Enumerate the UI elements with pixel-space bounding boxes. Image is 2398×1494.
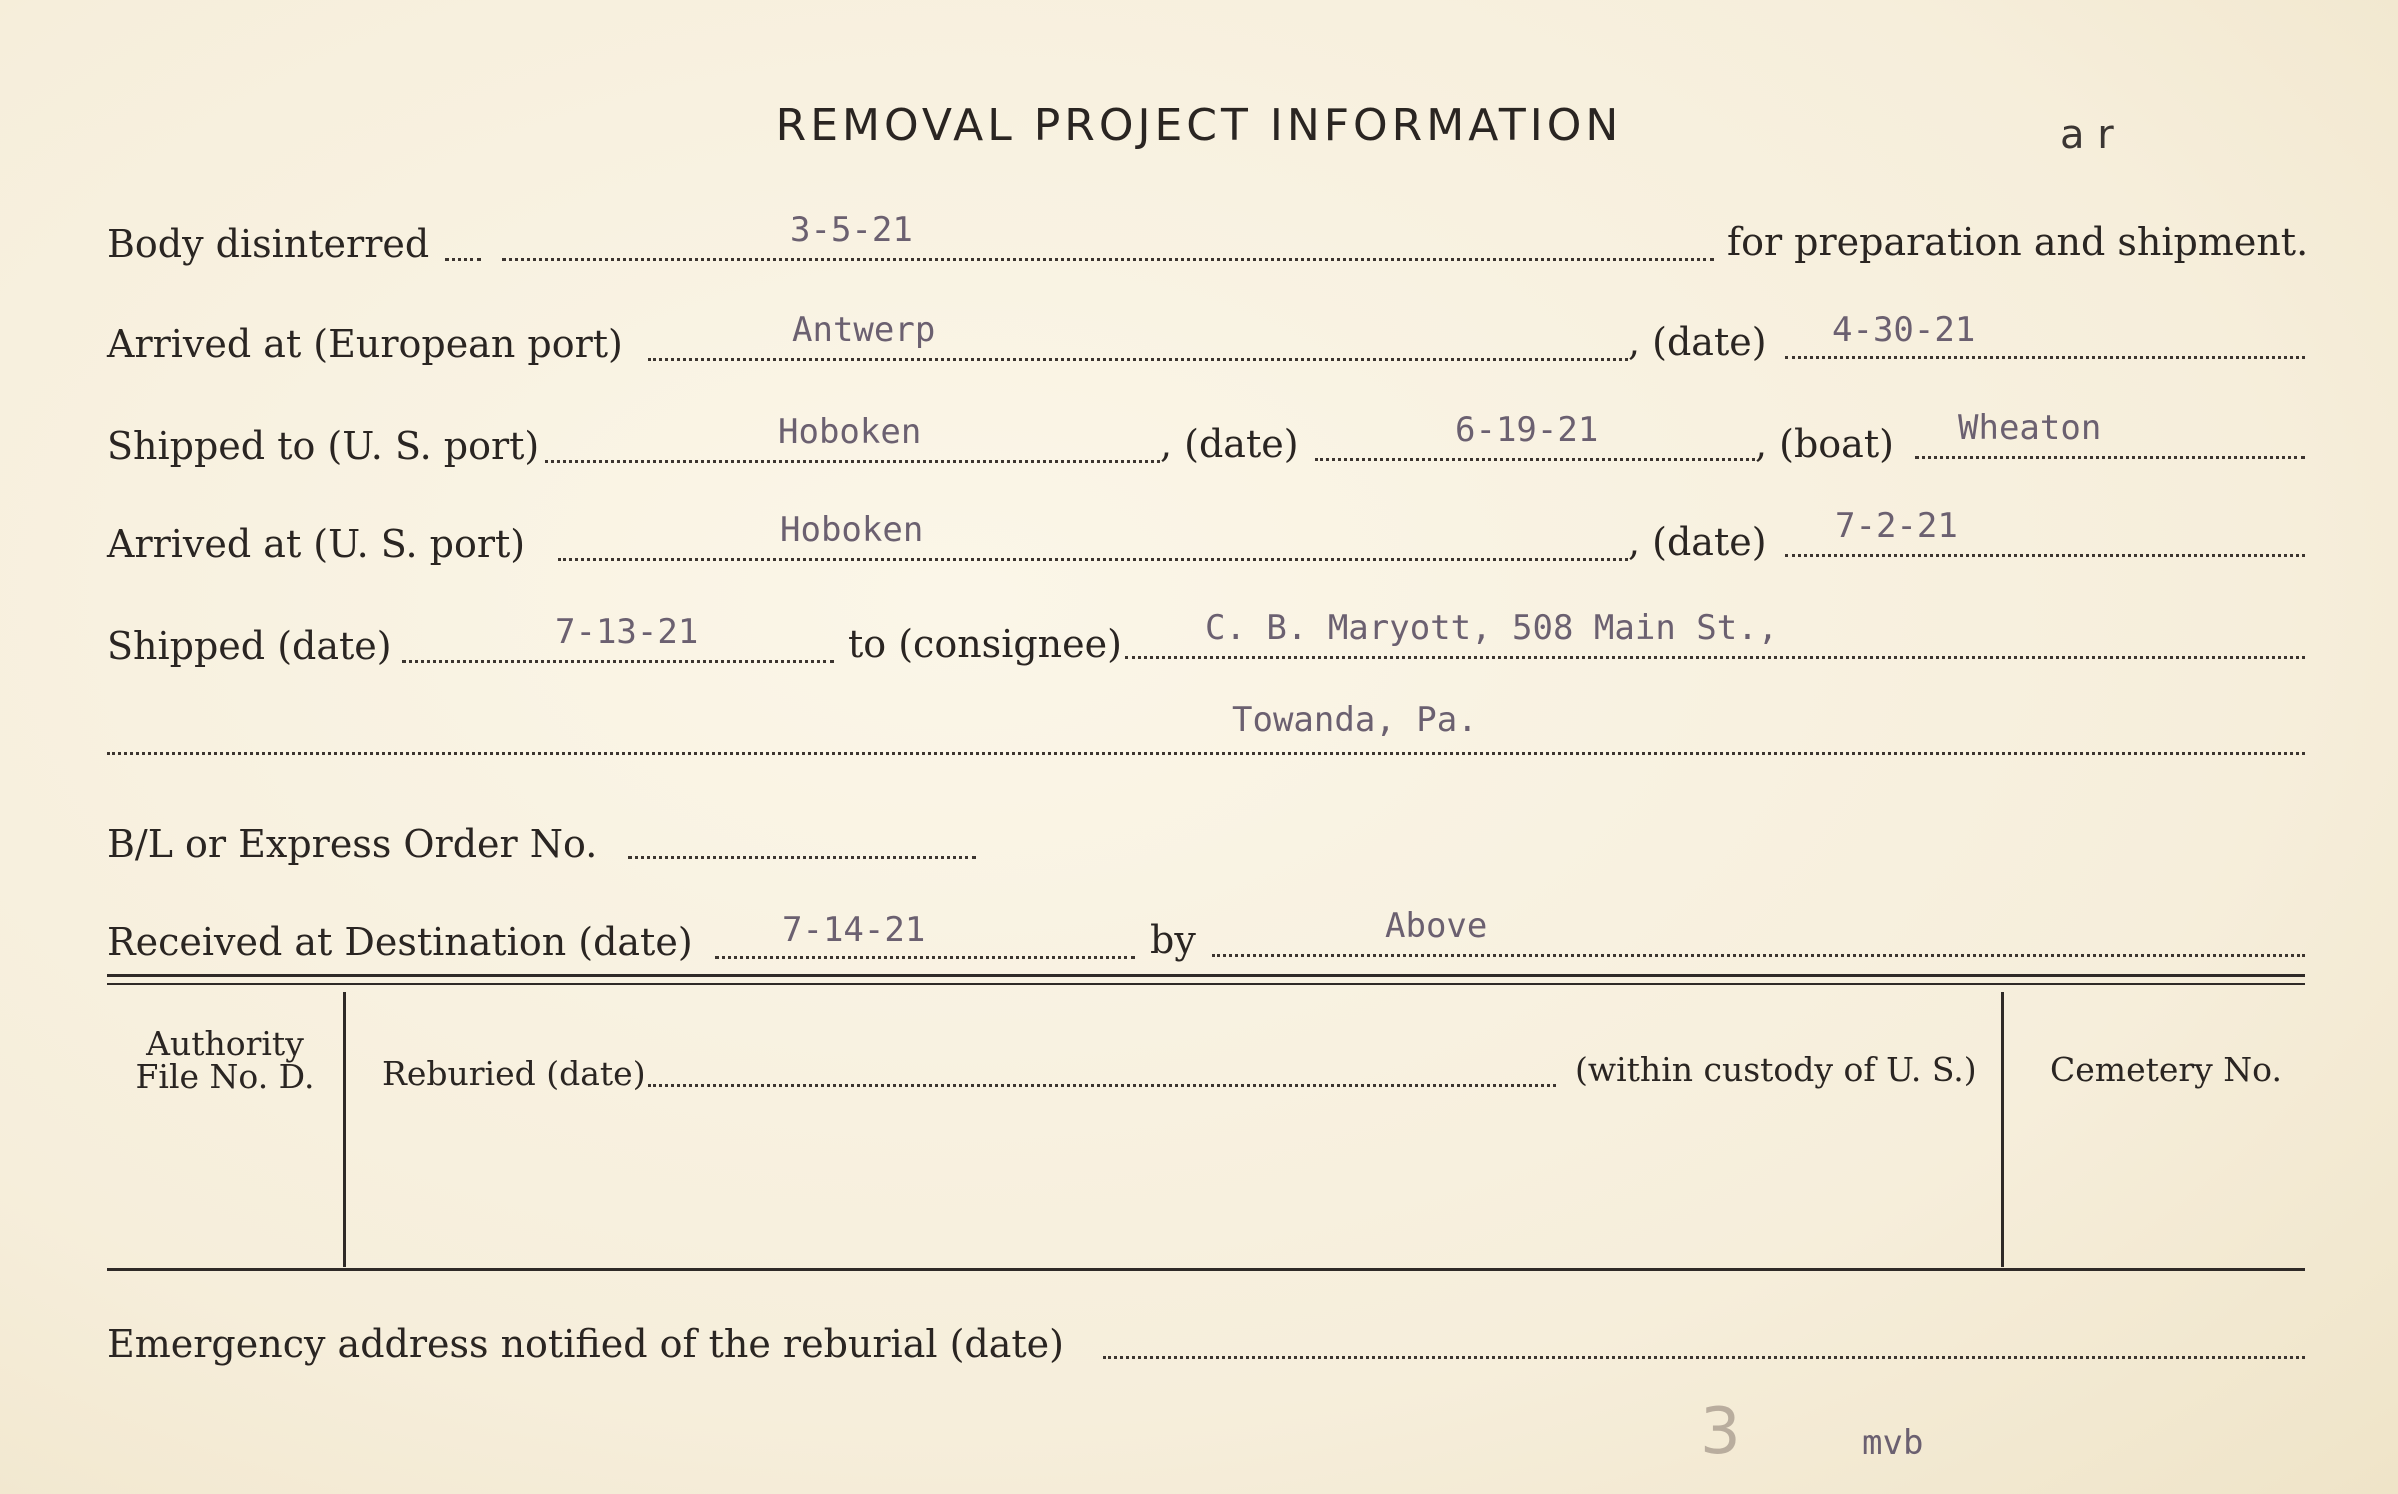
shipped-date-row-label: Shipped (date) (107, 624, 392, 668)
consignee-address-line2: Towanda, Pa. (1232, 700, 1478, 740)
dotted-line (648, 1084, 1556, 1087)
arrived-european-port-label: Arrived at (European port) (107, 322, 623, 366)
corner-mark: a r (2060, 112, 2114, 158)
table-divider-right (2001, 992, 2004, 1267)
dotted-line (402, 660, 834, 663)
dotted-line (1785, 554, 2305, 557)
table-top-rule-inner (107, 983, 2305, 985)
table-divider-left (343, 992, 346, 1267)
bl-express-order-label: B/L or Express Order No. (107, 822, 598, 866)
received-by-value: Above (1385, 906, 1488, 946)
emergency-address-label: Emergency address notified of the reburial (date) (107, 1322, 1064, 1366)
shipped-date-value: 6-19-21 (1455, 410, 1599, 450)
preparation-shipment-label: for preparation and shipment. (1727, 220, 2309, 264)
authority-label-line2: File No. D. (135, 1057, 315, 1096)
shipped-us-port-value: Hoboken (778, 412, 922, 452)
dotted-line (1785, 356, 2305, 359)
dotted-line (502, 258, 1714, 261)
shipped-us-port-label: Shipped to (U. S. port) (107, 424, 540, 468)
boat-label: , (boat) (1755, 422, 1894, 466)
received-destination-date: 7-14-21 (782, 910, 926, 950)
authority-label-line1: Authority (146, 1024, 304, 1063)
dotted-line (715, 956, 1135, 959)
dotted-line (445, 258, 481, 261)
cemetery-number-label: Cemetery No. (2050, 1050, 2282, 1089)
body-disinterred-value: 3-5-21 (790, 210, 913, 250)
reburied-date-label: Reburied (date) (382, 1054, 646, 1093)
received-destination-label: Received at Destination (date) (107, 920, 693, 964)
dotted-line (107, 752, 2305, 755)
dotted-line (1315, 458, 1755, 461)
boat-value: Wheaton (1958, 408, 2102, 448)
dotted-line (558, 558, 1628, 561)
european-arrival-date-value: 4-30-21 (1832, 310, 1976, 350)
us-arrival-date-value: 7-2-21 (1835, 506, 1958, 546)
dotted-line (1103, 1356, 2305, 1359)
dotted-line (1212, 954, 2305, 957)
european-arrival-date-label: , (date) (1628, 320, 1767, 364)
pencil-mark: 3 (1700, 1395, 1741, 1469)
consignee-label: to (consignee) (848, 622, 1122, 666)
arrived-us-port-label: Arrived at (U. S. port) (107, 522, 526, 566)
shipped-row-date-value: 7-13-21 (555, 612, 699, 652)
consignee-address-line1: C. B. Maryott, 508 Main St., (1205, 608, 1779, 648)
dotted-line (628, 856, 976, 859)
us-arrival-date-label: , (date) (1628, 520, 1767, 564)
shipped-date-label: , (date) (1160, 422, 1299, 466)
dotted-line (1915, 456, 2305, 459)
body-disinterred-label: Body disinterred (107, 222, 430, 266)
card-title: REMOVAL PROJECT INFORMATION (775, 100, 1623, 151)
dotted-line (648, 358, 1628, 361)
european-port-value: Antwerp (792, 310, 936, 350)
table-bottom-rule (107, 1268, 2305, 1271)
received-by-label: by (1150, 918, 1196, 962)
dotted-line (1125, 656, 2305, 659)
dotted-line (545, 460, 1160, 463)
clerk-initials: mvb (1862, 1423, 1924, 1463)
arrived-us-port-value: Hoboken (780, 510, 924, 550)
custody-label: (within custody of U. S.) (1575, 1050, 1977, 1089)
table-top-rule (107, 974, 2305, 977)
